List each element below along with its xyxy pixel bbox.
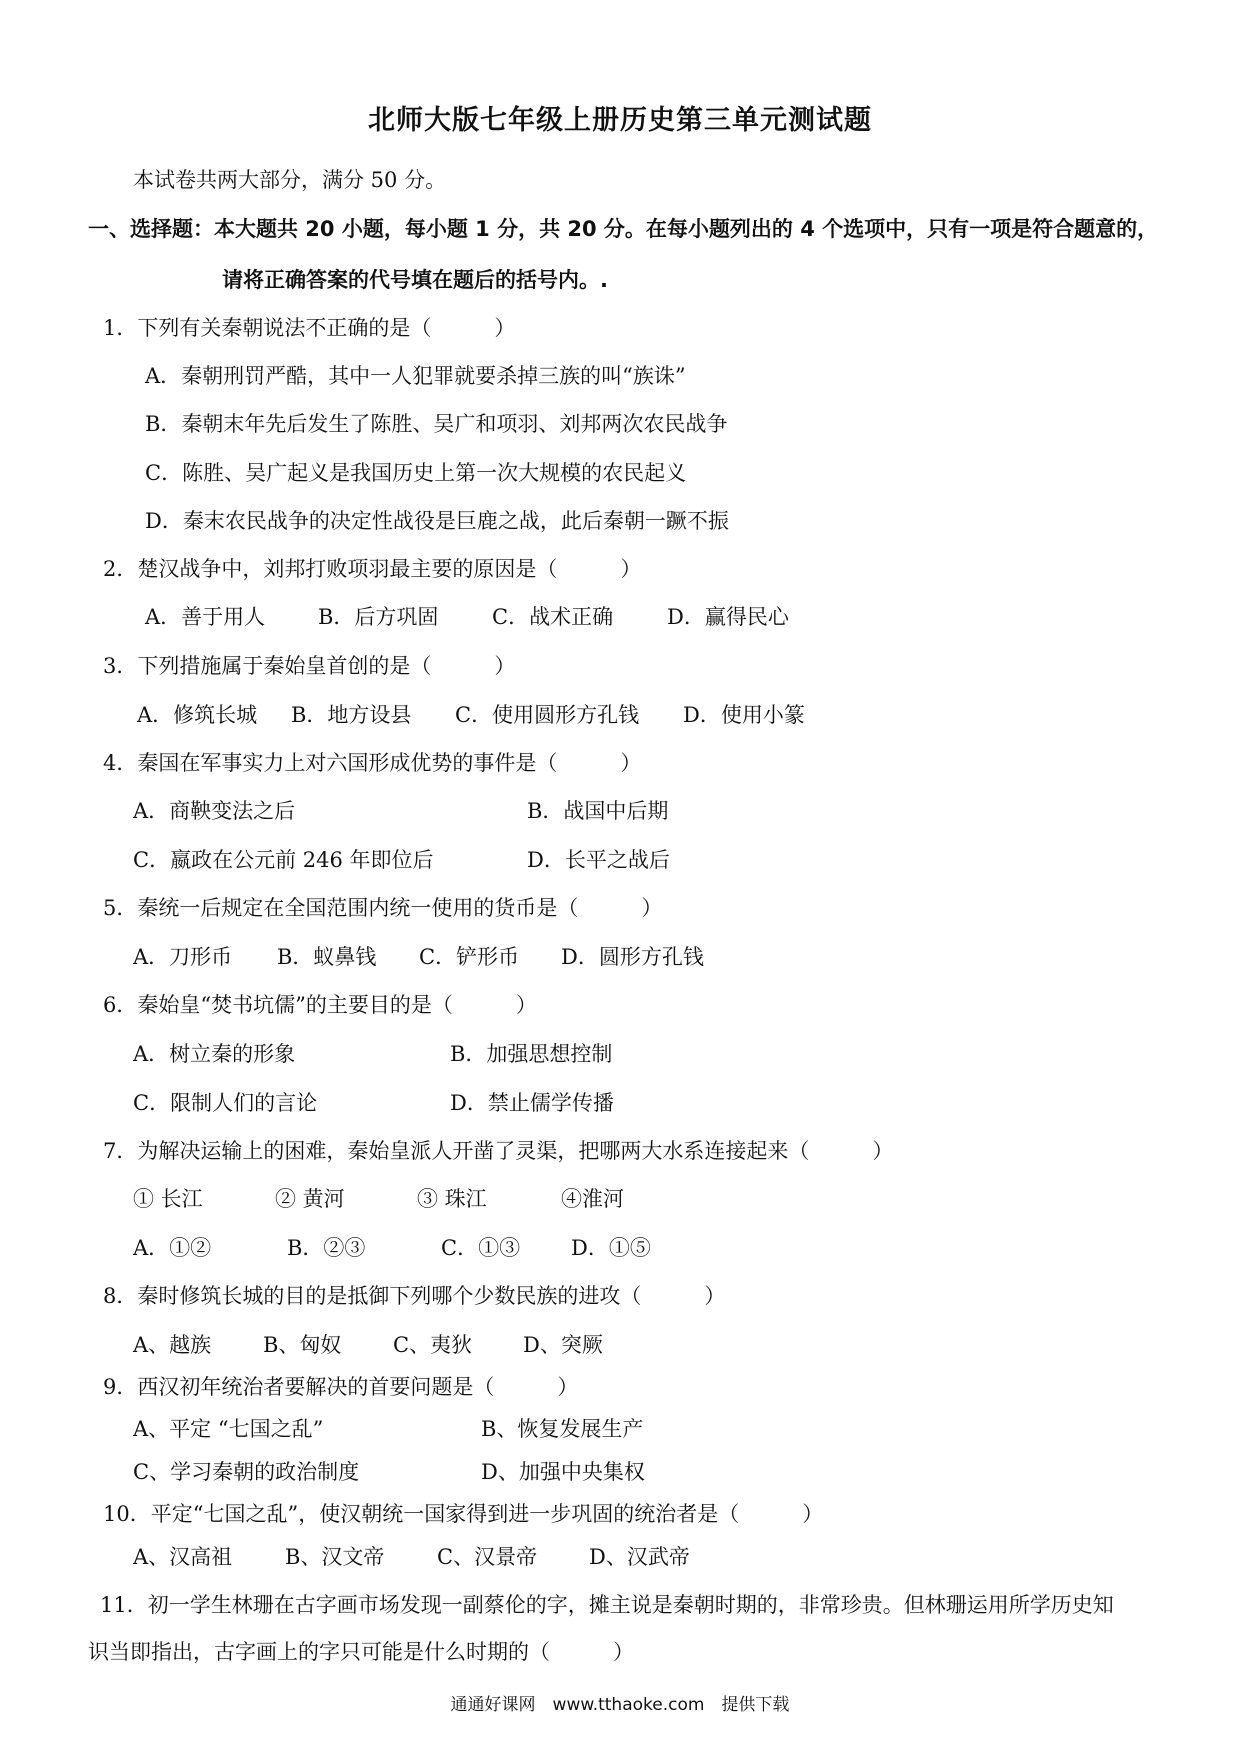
question-7-item-3: ③ 珠江	[417, 1187, 487, 1211]
page-footer: 通通好课网 www.tthaoke.com 提供下载	[450, 1695, 790, 1715]
question-9-option-d: D、加强中央集权	[481, 1460, 645, 1484]
question-3-option-b: B．地方设县	[291, 703, 412, 727]
question-2-stem: 2．楚汉战争中，刘邦打败项羽最主要的原因是（ ）	[103, 557, 642, 581]
question-1-option-d: D．秦末农民战争的决定性战役是巨鹿之战，此后秦朝一蹶不振	[145, 509, 729, 533]
question-6-option-c: C．限制人们的言论	[133, 1091, 318, 1115]
question-10-option-d: D、汉武帝	[589, 1545, 690, 1569]
question-8-option-d: D、突厥	[523, 1333, 603, 1357]
question-5-option-b: B．蚁鼻钱	[277, 945, 377, 969]
question-2-option-a: A．善于用人	[145, 605, 266, 629]
question-8-stem: 8．秦时修筑长城的目的是抵御下列哪个少数民族的进攻（ ）	[103, 1284, 726, 1308]
question-6-option-b: B．加强思想控制	[450, 1042, 613, 1066]
question-8-option-a: A、越族	[133, 1333, 212, 1357]
question-6-option-d: D．禁止儒学传播	[450, 1091, 614, 1115]
question-10-stem: 10．平定“七国之乱”，使汉朝统一国家得到进一步巩固的统治者是（ ）	[103, 1502, 824, 1526]
section-heading-line1: 一、选择题：本大题共 20 小题，每小题 1 分，共 20 分。在每小题列出的 4 个选项中，只有一项是符合题意的，	[88, 217, 1159, 241]
question-9-option-a: A、平定 “七国之乱”	[133, 1417, 324, 1441]
question-7-option-a: A．①②	[133, 1236, 212, 1260]
question-9-option-b: B、恢复发展生产	[481, 1417, 644, 1441]
question-5-stem: 5．秦统一后规定在全国范围内统一使用的货币是（ ）	[103, 896, 663, 920]
question-4-option-a: A．商鞅变法之后	[133, 799, 296, 823]
question-7-stem: 7．为解决运输上的困难，秦始皇派人开凿了灵渠，把哪两大水系连接起来（ ）	[103, 1139, 894, 1163]
question-2-option-b: B．后方巩固	[318, 605, 439, 629]
question-10-option-c: C、汉景帝	[437, 1545, 538, 1569]
question-4-option-b: B．战国中后期	[527, 799, 669, 823]
question-7-item-4: ④淮河	[561, 1187, 624, 1211]
question-3-stem: 3．下列措施属于秦始皇首创的是（ ）	[103, 654, 516, 678]
question-3-option-a: A．修筑长城	[137, 703, 258, 727]
question-5-option-d: D．圆形方孔钱	[561, 945, 704, 969]
question-7-option-d: D．①⑤	[571, 1236, 651, 1260]
question-4-option-c: C．嬴政在公元前 246 年即位后	[133, 848, 434, 872]
question-9-option-c: C、学习秦朝的政治制度	[133, 1460, 360, 1484]
question-6-option-a: A．树立秦的形象	[133, 1042, 296, 1066]
question-2-option-d: D．赢得民心	[667, 605, 789, 629]
section-heading-line2: 请将正确答案的代号填在题后的括号内。.	[222, 268, 608, 292]
question-3-option-d: D．使用小篆	[683, 703, 805, 727]
question-4-option-d: D．长平之战后	[527, 848, 670, 872]
intro-text: 本试卷共两大部分，满分 50 分。	[133, 168, 447, 192]
question-1-stem: 1．下列有关秦朝说法不正确的是（ ）	[103, 316, 516, 340]
page-title: 北师大版七年级上册历史第三单元测试题	[368, 105, 872, 136]
question-5-option-a: A．刀形币	[133, 945, 233, 969]
question-10-option-b: B、汉文帝	[285, 1545, 385, 1569]
question-9-stem: 9．西汉初年统治者要解决的首要问题是（ ）	[103, 1375, 579, 1399]
question-11-stem-line2: 识当即指出，古字画上的字只可能是什么时期的（ ）	[88, 1640, 634, 1664]
question-11-stem-line1: 11．初一学生林珊在古字画市场发现一副蔡伦的字，摊主说是秦朝时期的，非常珍贵。但林珊运用所学历史知	[100, 1593, 1114, 1617]
question-7-option-c: C．①③	[441, 1236, 521, 1260]
question-10-option-a: A、汉高祖	[133, 1545, 233, 1569]
question-1-option-c: C．陈胜、吴广起义是我国历史上第一次大规模的农民起义	[145, 461, 687, 485]
question-3-option-c: C．使用圆形方孔钱	[455, 703, 640, 727]
question-2-option-c: C．战术正确	[492, 605, 614, 629]
question-1-option-b: B．秦朝末年先后发生了陈胜、吴广和项羽、刘邦两次农民战争	[145, 412, 728, 436]
question-1-option-a: A．秦朝刑罚严酷，其中一人犯罪就要杀掉三族的叫“族诛”	[145, 364, 686, 388]
question-5-option-c: C．铲形币	[419, 945, 520, 969]
question-6-stem: 6．秦始皇“焚书坑儒”的主要目的是（ ）	[103, 993, 537, 1017]
question-8-option-c: C、夷狄	[393, 1333, 473, 1357]
question-7-item-1: ① 长江	[133, 1187, 203, 1211]
question-8-option-b: B、匈奴	[263, 1333, 342, 1357]
question-7-option-b: B．②③	[287, 1236, 366, 1260]
question-7-item-2: ② 黄河	[275, 1187, 345, 1211]
question-4-stem: 4．秦国在军事实力上对六国形成优势的事件是（ ）	[103, 751, 642, 775]
